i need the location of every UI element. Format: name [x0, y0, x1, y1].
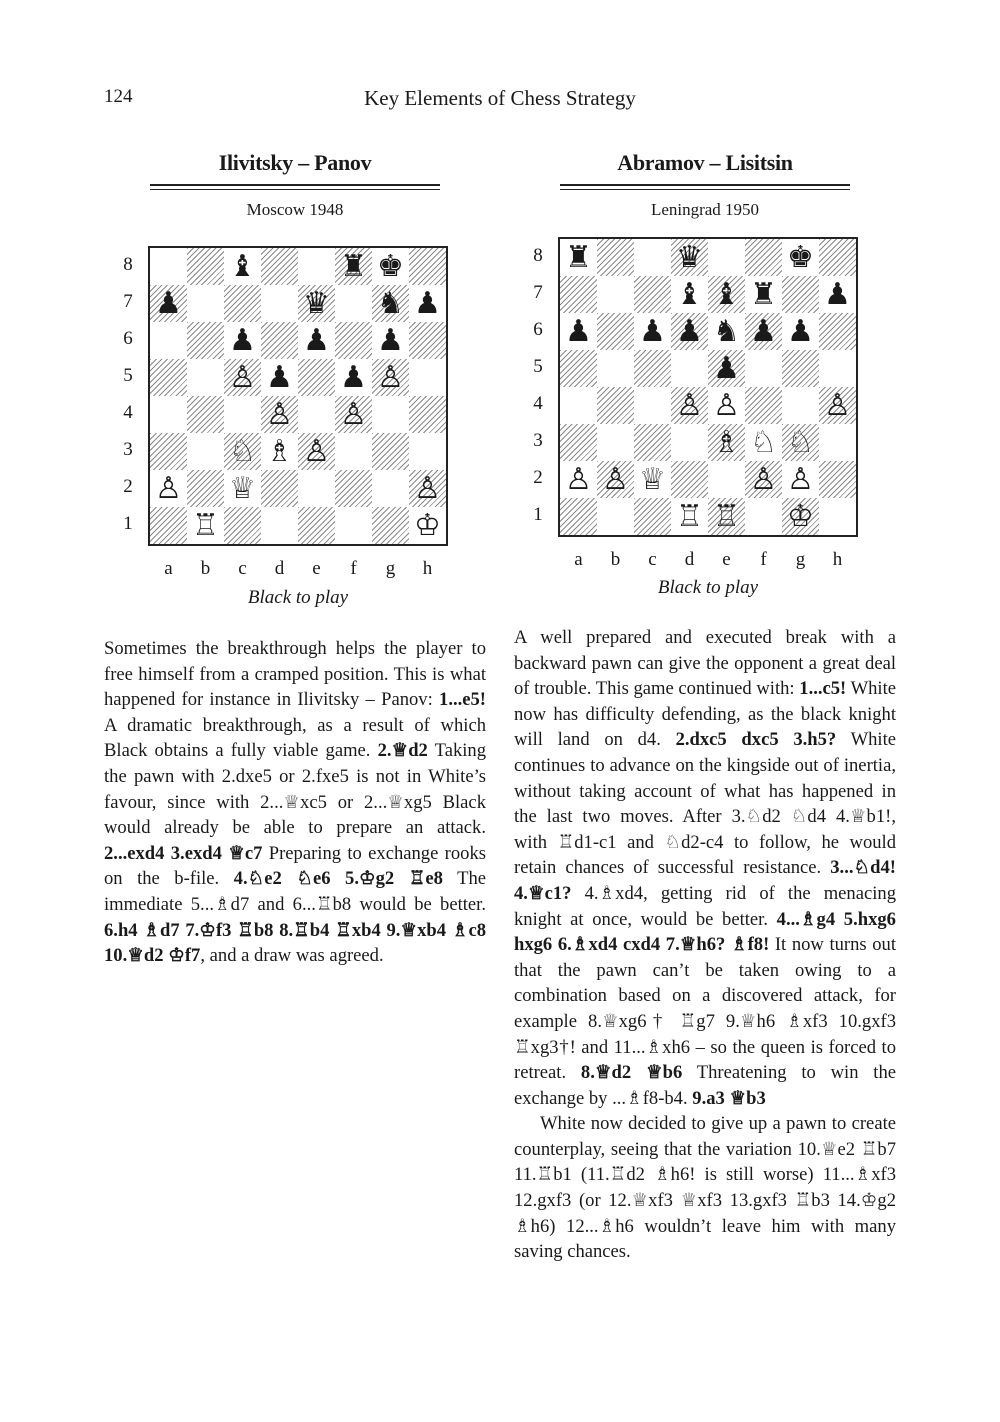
black-piece-icon: ♛ — [303, 285, 330, 321]
white-piece-icon: ♗ — [266, 433, 293, 469]
rank-label: 2 — [123, 476, 133, 497]
board-square — [634, 424, 671, 461]
move-text: 3...♘d4! 4.♕c1? — [514, 857, 896, 904]
board-square — [150, 470, 187, 507]
board-square — [745, 239, 782, 276]
file-label: h — [422, 558, 433, 579]
board-square — [819, 239, 856, 276]
board-square — [708, 461, 745, 498]
black-piece-icon: ♟ — [713, 350, 740, 386]
black-piece-icon: ♛ — [676, 239, 703, 275]
page-number: 124 — [104, 86, 133, 107]
chess-board — [148, 246, 448, 546]
board-square — [671, 424, 708, 461]
board-square — [224, 433, 261, 470]
commentary-left — [104, 636, 486, 969]
board-square — [261, 507, 298, 544]
board-square — [150, 433, 187, 470]
board-square — [261, 322, 298, 359]
white-piece-icon: ♖ — [676, 498, 703, 534]
board-square — [150, 285, 187, 322]
white-piece-icon: ♙ — [155, 470, 182, 506]
board-square — [335, 507, 372, 544]
white-piece-icon: ♕ — [639, 461, 666, 497]
board-square — [634, 313, 671, 350]
board-square — [224, 285, 261, 322]
commentary-right — [514, 625, 896, 1265]
file-label: h — [832, 549, 843, 570]
board-square — [671, 350, 708, 387]
board-square — [782, 498, 819, 535]
text-run: , and a draw was agreed. — [200, 945, 384, 967]
board-square — [819, 498, 856, 535]
black-piece-icon: ♟ — [377, 322, 404, 358]
black-piece-icon: ♟ — [229, 322, 256, 358]
black-piece-icon: ♟ — [266, 359, 293, 395]
board-square — [671, 276, 708, 313]
board-square — [671, 313, 708, 350]
white-piece-icon: ♕ — [229, 470, 256, 506]
board-square — [335, 285, 372, 322]
board-square — [782, 313, 819, 350]
white-piece-icon: ♔ — [787, 498, 814, 534]
white-piece-icon: ♙ — [565, 461, 592, 497]
rank-label: 4 — [123, 402, 133, 423]
board-square — [560, 276, 597, 313]
board-square — [372, 470, 409, 507]
text-run: 4.♗xd4, getting rid of the menacing knight at once, would be better. — [514, 882, 896, 930]
board-square — [634, 239, 671, 276]
text-run: Sometimes the breakthrough helps the player to free himself from a cramped position. This is what happened for instance in Ilivitsky – Panov: — [104, 638, 486, 711]
board-square — [187, 470, 224, 507]
white-piece-icon: ♙ — [303, 433, 330, 469]
rank-label: 1 — [533, 504, 543, 525]
rank-label: 1 — [123, 513, 133, 534]
board-square — [708, 424, 745, 461]
board-square — [261, 359, 298, 396]
black-piece-icon: ♚ — [787, 239, 814, 275]
board-square — [335, 396, 372, 433]
white-piece-icon: ♙ — [750, 461, 777, 497]
file-label: d — [684, 549, 695, 570]
file-label: g — [795, 549, 806, 570]
board-square — [409, 470, 446, 507]
board-square — [372, 322, 409, 359]
move-text: 1...c5! — [799, 678, 847, 700]
white-piece-icon: ♙ — [377, 359, 404, 395]
text-run: A well prepared and executed break with a backward pawn can give the opponent a great deal of trouble. This game continued with: — [514, 627, 896, 700]
black-piece-icon: ♟ — [340, 359, 367, 395]
black-piece-icon: ♞ — [377, 285, 404, 321]
board-square — [819, 424, 856, 461]
black-piece-icon: ♟ — [155, 285, 182, 321]
title-rule — [560, 184, 850, 190]
white-piece-icon: ♙ — [602, 461, 629, 497]
board-square — [409, 248, 446, 285]
board-square — [560, 424, 597, 461]
board-square — [671, 387, 708, 424]
rank-label: 7 — [533, 282, 543, 303]
rank-label: 5 — [533, 356, 543, 377]
file-label: b — [610, 549, 621, 570]
board-square — [634, 350, 671, 387]
board-square — [224, 396, 261, 433]
commentary-paragraph — [104, 636, 486, 969]
board-square — [560, 350, 597, 387]
board-square — [372, 433, 409, 470]
white-piece-icon: ♖ — [713, 498, 740, 534]
board-square — [597, 461, 634, 498]
board-square — [372, 285, 409, 322]
black-piece-icon: ♝ — [713, 276, 740, 312]
black-piece-icon: ♜ — [750, 276, 777, 312]
board-square — [298, 470, 335, 507]
diagram-caption: Black to play — [657, 577, 759, 598]
file-label: d — [274, 558, 285, 579]
board-square — [597, 424, 634, 461]
board-square — [261, 433, 298, 470]
board-square — [634, 276, 671, 313]
commentary-paragraph: White now decided to give up a pawn to create counterplay, seeing that the variation 10.♕e2 ♖b7 11.♖b1 (11.♖d2 ♗h6! is still worse) 11...♗xf3 12.gxf3 (or 12.♕xf3 ♕xf3 13.gxf3 ♖b3 14.♔g2 ♗h6) 12...♗h6 wouldn’t leave him with many saving chances. — [514, 1113, 896, 1263]
game-header-left — [104, 150, 486, 220]
board-square — [782, 461, 819, 498]
board-square — [372, 248, 409, 285]
board-square — [409, 359, 446, 396]
white-piece-icon: ♖ — [192, 507, 219, 543]
board-square — [745, 276, 782, 313]
board-square — [187, 507, 224, 544]
rank-label: 2 — [533, 467, 543, 488]
board-square — [745, 350, 782, 387]
board-square — [298, 248, 335, 285]
file-label: e — [722, 549, 731, 570]
move-text: 9.a3 ♕b3 — [692, 1087, 766, 1109]
black-piece-icon: ♟ — [750, 313, 777, 349]
board-square — [708, 350, 745, 387]
move-text: 1...e5! — [439, 689, 486, 711]
black-piece-icon: ♚ — [377, 248, 404, 284]
white-piece-icon: ♘ — [750, 424, 777, 460]
black-piece-icon: ♟ — [787, 313, 814, 349]
black-piece-icon: ♝ — [676, 276, 703, 312]
white-piece-icon: ♙ — [229, 359, 256, 395]
black-piece-icon: ♜ — [565, 239, 592, 275]
game-title: Ilivitsky – Panov — [218, 150, 372, 175]
board-square — [819, 387, 856, 424]
file-label: g — [385, 558, 396, 579]
board-square — [224, 470, 261, 507]
rank-label: 3 — [533, 430, 543, 451]
move-text: 6.h4 ♗d7 7.♔f3 ♖b8 8.♖b4 ♖xb4 9.♕xb4 ♗c8 10.♕d2 ♔f7 — [104, 919, 486, 967]
board-square — [298, 507, 335, 544]
board-square — [597, 350, 634, 387]
board-square — [261, 396, 298, 433]
board-square — [597, 387, 634, 424]
board-square — [150, 396, 187, 433]
board-square — [819, 350, 856, 387]
board-square — [224, 359, 261, 396]
rank-label: 8 — [123, 254, 133, 275]
board-square — [560, 498, 597, 535]
board-square — [745, 424, 782, 461]
file-label: a — [164, 558, 173, 579]
board-square — [671, 498, 708, 535]
board-square — [782, 387, 819, 424]
board-square — [819, 276, 856, 313]
black-piece-icon: ♟ — [676, 313, 703, 349]
file-label: a — [574, 549, 583, 570]
text-run: A dramatic breakthrough, as a result of which Black obtains a fully viable game. — [104, 714, 486, 762]
board-square — [261, 285, 298, 322]
file-label: f — [760, 549, 767, 570]
text-run: Threatening to win the exchange by ...♗f8-b4. — [514, 1062, 896, 1109]
rank-label: 5 — [123, 365, 133, 386]
rank-label: 3 — [123, 439, 133, 460]
board-square — [298, 322, 335, 359]
black-piece-icon: ♟ — [565, 313, 592, 349]
board-square — [187, 433, 224, 470]
board-square — [372, 507, 409, 544]
board-square — [597, 313, 634, 350]
white-piece-icon: ♙ — [414, 470, 441, 506]
board-square — [372, 359, 409, 396]
file-label: b — [200, 558, 211, 579]
board-square — [634, 498, 671, 535]
game-title: Abramov – Lisitsin — [617, 150, 793, 175]
board-square — [782, 350, 819, 387]
file-label: c — [238, 558, 247, 579]
board-square — [634, 387, 671, 424]
move-text: 2...exd4 3.exd4 ♕c7 — [104, 842, 263, 864]
text-run: It now turns out that the pawn can’t be taken owing to a combination based on a discovered attack, for example 8.♕xg6† ♖g7 9.♕h6 ♗xf3 10.gxf3 ♖xg3†! and 11...♗xh6 – so the queen is forced to retreat. — [514, 934, 896, 1084]
board-square — [409, 322, 446, 359]
board-square — [409, 507, 446, 544]
board-square — [187, 322, 224, 359]
rank-label: 6 — [533, 319, 543, 340]
rank-label: 4 — [533, 393, 543, 414]
game-header-right — [514, 150, 896, 220]
move-text: 4...♗g4 5.hxg6 hxg6 6.♗xd4 cxd4 7.♕h6? ♗f8! — [514, 908, 896, 956]
chess-board — [558, 237, 858, 537]
white-piece-icon: ♙ — [713, 387, 740, 423]
board-square — [261, 470, 298, 507]
board-square — [150, 248, 187, 285]
board-square — [187, 396, 224, 433]
board-square — [819, 313, 856, 350]
board-square — [819, 461, 856, 498]
title-rule — [150, 184, 440, 190]
text-run: White continues to advance on the kingside out of inertia, without taking account of what has happened in the last two moves. After 3.♘d2 ♘d4 4.♕b1!, with ♖d1-c1 and ♘d2-c4 to follow, he would retain chances of successful resistance. — [514, 729, 897, 879]
file-label: f — [350, 558, 357, 579]
black-piece-icon: ♟ — [639, 313, 666, 349]
rank-label: 6 — [123, 328, 133, 349]
black-piece-icon: ♜ — [340, 248, 367, 284]
board-square — [671, 461, 708, 498]
board-square — [708, 239, 745, 276]
board-square — [187, 248, 224, 285]
board-square — [150, 322, 187, 359]
board-square — [708, 387, 745, 424]
running-head: Key Elements of Chess Strategy — [364, 86, 636, 110]
board-square — [335, 470, 372, 507]
file-label: c — [648, 549, 657, 570]
board-square — [782, 276, 819, 313]
black-piece-icon: ♟ — [303, 322, 330, 358]
board-square — [335, 359, 372, 396]
board-square — [187, 285, 224, 322]
white-piece-icon: ♙ — [787, 461, 814, 497]
board-square — [560, 239, 597, 276]
board-square — [708, 313, 745, 350]
text-run: The immediate 5...♗d7 and 6...♖b8 would be better. — [104, 868, 486, 915]
white-piece-icon: ♘ — [229, 433, 256, 469]
diagram-caption: Black to play — [247, 587, 349, 608]
board-square — [597, 276, 634, 313]
board-square — [224, 248, 261, 285]
white-piece-icon: ♙ — [266, 396, 293, 432]
board-square — [298, 433, 335, 470]
board-square — [150, 359, 187, 396]
file-label: e — [312, 558, 321, 579]
board-square — [335, 248, 372, 285]
move-text: 8.♕d2 ♕b6 — [580, 1062, 683, 1084]
move-text: 2.dxc5 dxc5 3.h5? — [675, 729, 837, 751]
board-square — [782, 239, 819, 276]
text-run: Taking the pawn with 2.dxe5 or 2.fxe5 is not in White’s favour, since with 2...♕xc5 or 2...♕xg5 Black would already be able to prepare an attack. — [104, 740, 487, 839]
board-square — [560, 313, 597, 350]
white-piece-icon: ♗ — [713, 424, 740, 460]
commentary-paragraph — [514, 625, 896, 1111]
white-piece-icon: ♘ — [787, 424, 814, 460]
board-square — [298, 396, 335, 433]
board-square — [298, 359, 335, 396]
board-square — [335, 433, 372, 470]
board-square — [187, 359, 224, 396]
black-piece-icon: ♞ — [713, 313, 740, 349]
board-square — [560, 461, 597, 498]
board-square — [335, 322, 372, 359]
board-square — [745, 461, 782, 498]
board-square — [409, 396, 446, 433]
black-piece-icon: ♟ — [824, 276, 851, 312]
board-square — [708, 276, 745, 313]
board-square — [634, 461, 671, 498]
board-square — [597, 498, 634, 535]
board-square — [745, 387, 782, 424]
rank-label: 8 — [533, 245, 543, 266]
text-run: White now has difficulty defending, as the black knight will land on d4. — [514, 678, 896, 751]
rank-label: 7 — [123, 291, 133, 312]
board-square — [298, 285, 335, 322]
board-square — [745, 313, 782, 350]
white-piece-icon: ♙ — [824, 387, 851, 423]
board-square — [224, 322, 261, 359]
board-square — [597, 239, 634, 276]
board-square — [560, 387, 597, 424]
text-run: Preparing to exchange rooks on the b-file. — [104, 842, 486, 890]
board-square — [224, 507, 261, 544]
board-square — [409, 285, 446, 322]
move-text: 4.♘e2 ♘e6 5.♔g2 ♖e8 — [233, 868, 443, 890]
white-piece-icon: ♙ — [676, 387, 703, 423]
board-square — [372, 396, 409, 433]
board-square — [708, 498, 745, 535]
board-square — [671, 239, 708, 276]
board-square — [782, 424, 819, 461]
white-piece-icon: ♙ — [340, 396, 367, 432]
board-square — [745, 498, 782, 535]
move-text: 2.♕d2 — [377, 740, 428, 762]
board-square — [261, 248, 298, 285]
game-event: Moscow 1948 — [246, 200, 344, 219]
board-square — [409, 433, 446, 470]
game-event: Leningrad 1950 — [650, 200, 760, 219]
black-piece-icon: ♝ — [229, 248, 256, 284]
black-piece-icon: ♟ — [414, 285, 441, 321]
white-piece-icon: ♔ — [414, 507, 441, 543]
board-square — [150, 507, 187, 544]
